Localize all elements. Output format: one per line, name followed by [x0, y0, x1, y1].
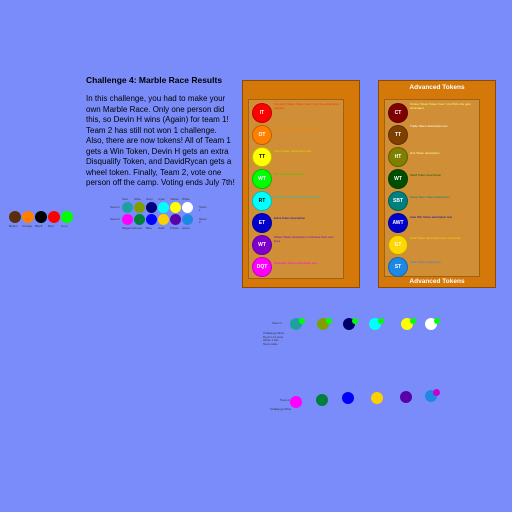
marble-3	[48, 211, 60, 223]
lower-row1-badge-4	[410, 318, 416, 324]
advanced-token-2	[388, 147, 408, 167]
marble-0	[9, 211, 21, 223]
basic-token-0	[252, 103, 272, 123]
basic-token-1-text: Other Token lines of description text here	[274, 126, 329, 130]
lower-row1-badge-3	[378, 318, 384, 324]
grid-row2-name-4: Purple	[170, 226, 179, 230]
marble-label-4: Lime	[61, 224, 68, 228]
advanced-token-5-abbr: AWT	[392, 220, 404, 226]
marble-2	[35, 211, 47, 223]
marble-label-1: Orange	[22, 224, 33, 228]
advanced-token-0-abbr: CT	[394, 110, 402, 116]
marble-label-0: Brown	[9, 224, 18, 228]
lower-row1-notes	[263, 332, 293, 346]
grid-row1-marble-0	[122, 202, 133, 213]
advanced-token-3-abbr: WT	[394, 176, 402, 182]
lower-row1-note-3: Team stats	[263, 341, 278, 346]
basic-token-6-text: Wheel Token description continues here over lines	[274, 235, 334, 243]
grid-row2-marble-4	[170, 214, 181, 225]
grid-row1-marble-5	[182, 202, 193, 213]
basic-tokens-panel	[242, 80, 360, 288]
grid-left-label-1: Team 1	[110, 205, 120, 209]
lower-row1-note-0: Challenge Wins	[263, 331, 285, 335]
advanced-token-3	[388, 169, 408, 189]
grid-row2-name-2: Blue	[146, 226, 153, 230]
lower-row2-marble-4	[400, 391, 412, 403]
lower-row2-marble-2	[342, 392, 354, 404]
advanced-token-2-abbr: HT	[394, 154, 402, 160]
grid-row2-name-0: Magenta	[122, 226, 134, 230]
lower-row-1	[262, 310, 452, 350]
advanced-token-4-text: Swap Team Token description	[410, 195, 450, 199]
basic-token-6-abbr: WT	[258, 242, 266, 248]
grid-row2-marble-0	[122, 214, 133, 225]
lower-row2-label: Team 2	[280, 398, 290, 402]
grid-row1-name-2: Navy	[146, 197, 153, 201]
basic-token-7-abbr: DQT	[256, 264, 268, 270]
grid-row2-name-1: Green	[134, 226, 143, 230]
lower-row1-note-1: Devin H 2 wins	[263, 334, 284, 339]
advanced-token-6-text: Gold Token description text more lines	[410, 236, 461, 240]
advanced-token-1-abbr: TT	[394, 132, 402, 138]
basic-token-7-text: Disqualify Token description text	[274, 261, 317, 265]
grid-row1-name-5: White	[182, 197, 190, 201]
basic-token-4	[252, 191, 272, 211]
lower-row2-badge	[433, 389, 440, 396]
basic-token-4-text: Reward Token description text line	[274, 195, 320, 199]
basic-token-3-text: Win Token description	[274, 172, 304, 176]
lower-row1-note-2: Other 1 win	[263, 338, 279, 342]
grid-row1-name-1: Olive	[134, 197, 141, 201]
challenge-body: In this challenge, you had to make your own Marble Race. Only one person did this, so Devin H wins (Again) for team 1! Team 2 has still not won 1 challenge. Also, there are now tokens! All of Team 1 gets a Win Token, Devin H gets an extra Disqualify Token, and DavidRycan gets a wheel token. Finally, Team 2, vote one person off the camp. Voting ends July 7th!	[86, 94, 235, 187]
advanced-tokens-footer: Advanced Tokens	[409, 278, 465, 285]
grid-right-label-2: Team 2	[199, 217, 207, 224]
advanced-tokens-inner	[384, 99, 480, 277]
grid-row1-marble-3	[158, 202, 169, 213]
lower-row2-marble-0	[290, 396, 302, 408]
lower-row1-badge-0	[299, 318, 305, 324]
lower-row2-marble-3	[371, 392, 383, 404]
advanced-tokens-panel	[378, 80, 496, 288]
advanced-token-0	[388, 103, 408, 123]
basic-token-2-abbr: TT	[258, 154, 266, 160]
grid-row1-marble-1	[134, 202, 145, 213]
basic-token-5-abbr: ET	[258, 220, 266, 226]
advanced-token-3-text: Ward Token description	[410, 173, 442, 177]
grid-right-label-1: Team 1	[199, 205, 207, 212]
basic-token-1	[252, 125, 272, 145]
basic-tokens-inner	[248, 99, 344, 279]
marble-4	[61, 211, 73, 223]
advanced-token-6-abbr: GT	[394, 242, 402, 248]
advanced-token-6	[388, 235, 408, 255]
grid-row2-name-5: Azure	[182, 226, 190, 230]
advanced-token-5	[388, 213, 408, 233]
basic-token-5	[252, 213, 272, 233]
lower-row2-note: Challenge Wins	[270, 407, 292, 411]
grid-row1-name-3: Cyan	[158, 197, 166, 201]
advanced-token-7-abbr: ST	[394, 264, 402, 270]
advanced-token-0-text: Choice Token Token Cost = pts Pick who gets eliminated	[410, 102, 471, 110]
marble-label-3: Red	[48, 224, 54, 228]
advanced-token-1	[388, 125, 408, 145]
grid-row1-name-4: Yellow	[170, 197, 179, 201]
advanced-tokens-header: Advanced Tokens	[409, 84, 465, 91]
grid-row2-marble-3	[158, 214, 169, 225]
grid-row2-marble-5	[182, 214, 193, 225]
grid-row1-marble-2	[146, 202, 157, 213]
challenge-title: Challenge 4: Marble Race Results	[86, 75, 223, 85]
basic-token-4-abbr: RT	[258, 198, 266, 204]
marble-label-2: Black	[35, 224, 43, 228]
basic-token-0-abbr: IT	[259, 110, 265, 116]
basic-token-7	[252, 257, 272, 277]
basic-token-5-text: Extra Token description	[274, 216, 306, 220]
advanced-token-4-abbr: SBT	[393, 198, 403, 204]
basic-token-3	[252, 169, 272, 189]
basic-token-6	[252, 235, 272, 255]
advanced-token-7-text: Steal Token description	[410, 260, 441, 264]
basic-token-2	[252, 147, 272, 167]
advanced-token-4	[388, 191, 408, 211]
marble-1	[22, 211, 34, 223]
lower-row1-label: Team 1	[272, 321, 282, 325]
advanced-token-1-text: Trade Token description text	[410, 124, 448, 128]
lower-row2-marble-1	[316, 394, 328, 406]
grid-row2-name-3: Gold	[158, 226, 165, 230]
grid-row2-marble-1	[134, 214, 145, 225]
grid-left-label-2: Team 2	[110, 217, 120, 221]
lower-row-2	[268, 382, 448, 422]
lower-row1-badge-2	[352, 318, 358, 324]
basic-token-3-abbr: WT	[258, 176, 266, 182]
advanced-token-2-text: Hint Token description	[410, 151, 440, 155]
lower-row1-badge-1	[326, 318, 332, 324]
team-marble-grid	[108, 198, 208, 234]
grid-row1-marble-4	[170, 202, 181, 213]
grid-row1-name-0: Teal	[122, 197, 128, 201]
left-marble-row	[8, 210, 74, 230]
lower-row1-badge-5	[434, 318, 440, 324]
advanced-token-7	[388, 257, 408, 277]
basic-token-0-text: Immunity Token Token Cost = pts the explanation needed	[274, 102, 340, 110]
basic-token-1-abbr: OT	[258, 132, 266, 138]
advanced-token-5-text: Auto Win Token description text	[410, 215, 452, 219]
grid-row2-marble-2	[146, 214, 157, 225]
basic-token-2-text: Team Token description text	[274, 149, 312, 153]
